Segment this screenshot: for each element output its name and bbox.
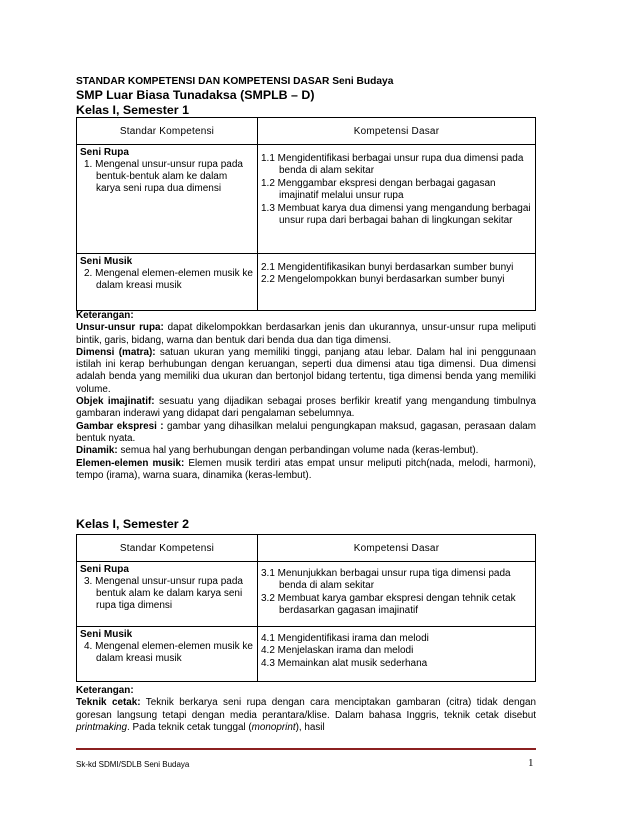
document-title: STANDAR KOMPETENSI DAN KOMPETENSI DASAR Seni Budaya	[76, 76, 394, 87]
subject-label: Seni Musik	[80, 629, 133, 640]
semester2-heading: Kelas I, Semester 2	[76, 517, 189, 531]
table-row	[77, 145, 536, 254]
note-item: Unsur-unsur rupa: dapat dikelompokkan berdasarkan jenis dan ukurannya, unsur-unsur rupa meliputi bintik, garis, bidang, warna dan bentuk dari benda dua dan tiga dimensi.	[76, 322, 536, 346]
kd-item: 4.3 Memainkan alat musik sederhana	[261, 657, 428, 669]
kd-item: 1.2 Menggambar ekspresi dengan berbagai gagasan imajinatif melalui unsur rupa	[261, 177, 496, 202]
semester1-table	[76, 117, 536, 311]
semester1-notes	[76, 310, 536, 482]
table-row	[77, 254, 536, 311]
note-item: Gambar ekspresi : gambar yang dihasilkan melalui pengungkapan maksud, gagasan, perasaan dalam bentuk nyata.	[76, 420, 536, 444]
kd-item: 2.2 Mengelompokkan bunyi berdasarkan sumber bunyi	[261, 274, 505, 286]
subject-label: Seni Rupa	[80, 564, 129, 575]
kd-item: 3.1 Menunjukkan berbagai unsur rupa tiga dimensi pada benda di alam sekitar	[261, 568, 511, 592]
sk-header: Standar Kompetensi	[77, 118, 258, 145]
sk-cell	[77, 145, 258, 254]
kd-cell	[258, 145, 536, 254]
semester2-table	[76, 534, 536, 682]
sk-text: 1. Mengenal unsur-unsur rupa pada bentuk-bentuk alam ke dalam karya seni rupa dua dimensi	[84, 159, 243, 194]
kd-item: 3.2 Membuat karya gambar ekspresi dengan tehnik cetak berdasarkan gagasan imajinatif	[261, 592, 516, 617]
table-row	[77, 562, 536, 627]
kd-item: 1.1 Mengidentifikasi berbagai unsur rupa dua dimensi pada benda di alam sekitar	[261, 153, 524, 177]
kd-item: 2.1 Mengidentifikasikan bunyi berdasarkan sumber bunyi	[261, 262, 514, 273]
notes-title: Keterangan:	[76, 685, 134, 696]
note-item: Dimensi (matra): satuan ukuran yang memiliki tinggi, panjang atau lebar. Dalam hal ini penggunaan istilah ini kerap berhubungan dengan keruangan, seperti dua dimensi atau tiga dimensi. Dua dimensi adalah benda yang memiliki dua ukuran dan bertonjol bidang tertentu, tiga dimensi benda yang memiliki volume.	[76, 346, 536, 395]
kd-item: 1.3 Membuat karya dua dimensi yang mengandung berbagai unsur rupa dari berbagai bahan di lingkungan sekitar	[261, 202, 531, 227]
note-item: Objek imajinatif: sesuatu yang dijadikan sebagai proses berfikir kreatif yang mengandung timbulnya gambaran inderawi yang didapat dari pengalaman sebelumnya.	[76, 396, 537, 420]
sk-cell	[77, 562, 258, 627]
kd-header: Kompetensi Dasar	[258, 118, 536, 145]
kd-cell	[258, 254, 536, 311]
sk-text: 3. Mengenal unsur-unsur rupa pada bentuk alam ke dalam karya seni rupa tiga dimensi	[84, 576, 243, 611]
sk-cell	[77, 627, 258, 682]
semester2-notes	[76, 685, 536, 734]
note-item: Elemen-elemen musik: Elemen musik terdiri atas empat unsur meliputi pitch(nada, melodi, harmoni), tempo (irama), warna suara, dinamika (keras-lembut).	[76, 457, 536, 481]
semester1-heading: Kelas I, Semester 1	[76, 103, 189, 117]
sk-text: 2. Mengenal elemen-elemen musik ke dalam kreasi musik	[84, 268, 253, 291]
page-number: 1	[528, 757, 534, 769]
kd-cell	[258, 562, 536, 627]
school-heading: SMP Luar Biasa Tunadaksa (SMPLB – D)	[76, 88, 315, 102]
footer-label: Sk-kd SDMI/SDLB Seni Budaya	[76, 760, 190, 769]
sk-text: 4. Mengenal elemen-elemen musik ke dalam kreasi musik	[84, 641, 253, 664]
subject-label: Seni Rupa	[80, 147, 129, 158]
sk-cell	[77, 254, 258, 311]
notes-title: Keterangan:	[76, 310, 134, 321]
note-item: Teknik cetak: Teknik berkarya seni rupa dengan cara menciptakan gambaran (citra) tidak dengan goresan langsung tetapi dengan media perantara/klise. Dalam bahasa Inggris, teknik cetak disebut printmaking. Pada teknik cetak tunggal (monoprint), hasil	[76, 697, 537, 733]
sk-header: Standar Kompetensi	[77, 535, 258, 562]
footer-rule	[76, 748, 536, 750]
kd-header: Kompetensi Dasar	[258, 535, 536, 562]
subject-label: Seni Musik	[80, 256, 133, 267]
kd-item: 4.2 Menjelaskan irama dan melodi	[261, 645, 414, 657]
table-header-row	[77, 118, 536, 145]
kd-item: 4.1 Mengidentifikasi irama dan melodi	[261, 633, 429, 644]
note-item: Dinamik: semua hal yang berhubungan dengan perbandingan volume nada (keras-lembut).	[76, 445, 479, 457]
table-row	[77, 627, 536, 682]
table-header-row	[77, 535, 536, 562]
kd-cell	[258, 627, 536, 682]
